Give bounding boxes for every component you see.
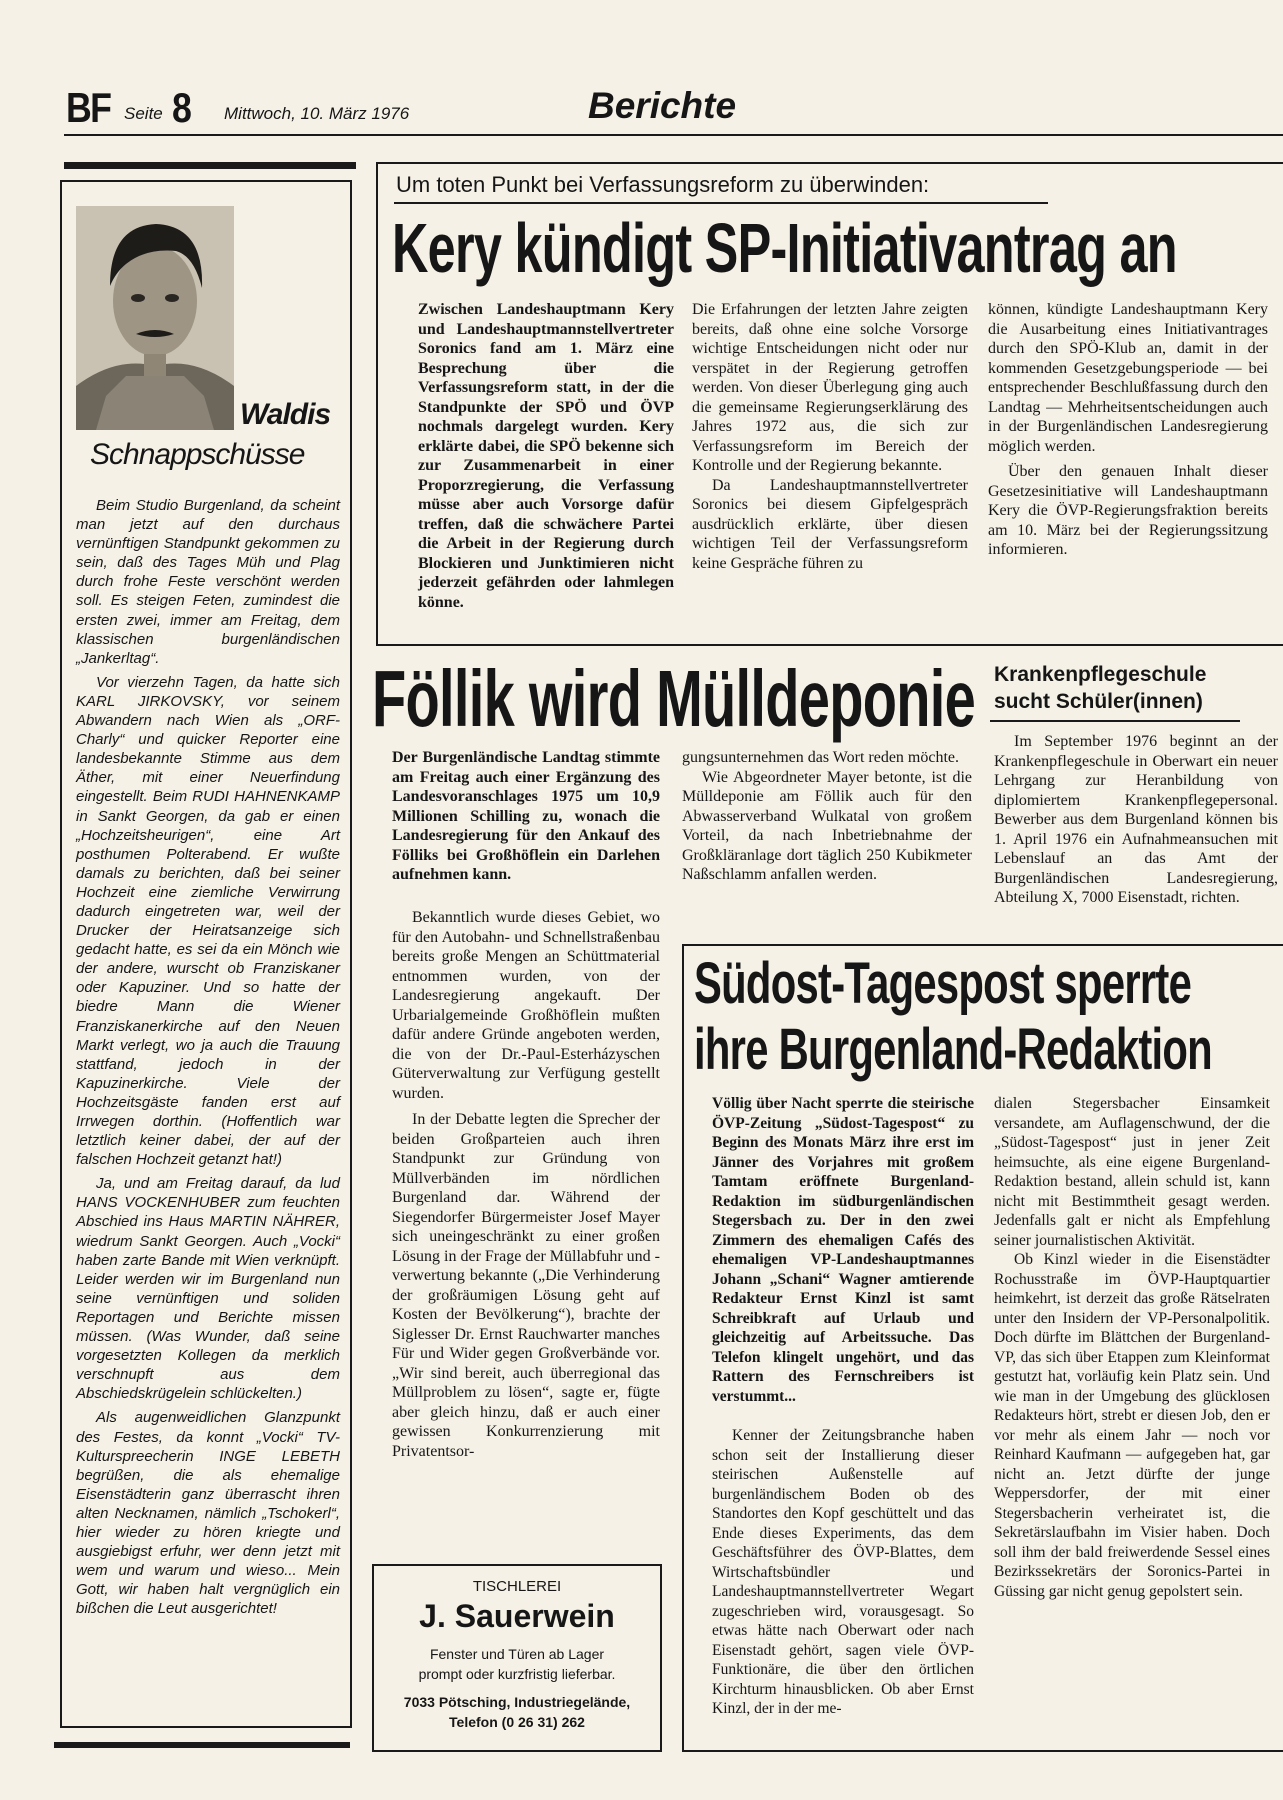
article4-headline-1: Südost-Tagespost sperrte [694,951,1192,1016]
page-label: Seite [124,104,163,123]
article4-col1 [712,1426,974,1719]
article4-lead: Völlig über Nacht sperrte die steirische ÖVP-Zeitung „Südost-Tagespost“ zu Beginn des Monats März ihre erst im Jänner des Vorjahres mit großem Tamtam eröffnete Burgenland-Redaktion im südburgenländischen Stegersbach zu. Der in den zwei Zimmern des ehemaligen Cafés des ehemaligen VP-Landeshauptmannes Johann „Schani“ Wagner amtierende Redakteur Ernst Kinzl ist samt Schreibkraft auf Urlaub und gleichzeitig auf Arbeitssuche. Das Telefon klingelt ungehört, und das Rattern des Fernschreibers ist verstummt... [712,1095,974,1405]
column-title-2: Schnappschüsse [90,438,305,471]
column-title-1: Waldis [240,398,331,431]
article4-paragraph: dialen Stegersbacher Einsamkeit versandete, am Auflagenschwund, der die „Südost-Tagespost“ just in jener Zeit heimsuchte, als eine eigene Burgenland-Redaktion bestand, allein schuld ist, kann nicht mit Bestimmtheit gesagt werden. Jedenfalls galt er nicht als Empfehlung seiner journalistischen Aktivität. [994,1095,1270,1249]
article1-kicker: Um toten Punkt bei Verfassungsreform zu überwinden: [396,172,930,197]
issue-date: Mittwoch, 10. März 1976 [224,104,410,123]
article1-paragraph: Über den genauen Inhalt dieser Gesetzesinitiative will Landeshauptmann Kery die ÖVP-Regierungsfraktion bereits am 10. März bei der Regierungssitzung informieren. [988,463,1268,558]
article2-col1 [392,908,660,1461]
article4-paragraph: Kenner der Zeitungsbranche haben schon seit der Installierung dieser steirischen Außenstelle auf burgenländischem Boden ob des Standortes den Kopf geschüttelt und das Ende dieses Experiments, das dem Geschäftsführer des ÖVP-Blattes, dem Wirtschaftsbündler und Landeshauptmannstellvertreter Wegart zugeschrieben wird, vorausgesagt. So etwas hätte nach Oberwart oder nach Eisenstadt gehört, sagen viele ÖVP-Funktionäre, die über den örtlichen Kirchturm hinausblicken. Ob aber Ernst Kinzl, der in der me- [712,1427,974,1717]
advert-line1: TISCHLEREI [472,1578,562,1595]
portrait-icon [76,206,234,430]
article4-headline-2: ihre Burgenland-Redaktion [694,1017,1212,1082]
article2-paragraph: Wie Abgeordneter Mayer betonte, ist die Mülldeponie am Föllik auch für den Abwasserverband Wulkatal von großem Vorteil, da nach Inbetriebnahme der Großkläranlage dort täglich 250 Kubikmeter Naßschlamm anfallen werden. [682,768,972,883]
column-body [76,496,340,1618]
article2-col2 [682,748,972,885]
newspaper-logo: BF [66,84,111,131]
column-paragraph: Vor vierzehn Tagen, da hatte sich KARL JIRKOVSKY, vor seinem Abwandern nach Wien als „ORF-Charly“ und quicker Reporter eine landesbekannte Stimme aus dem Äther, mit einer Neuerfindung eingestellt. Beim RUDI HAHNENKAMP in Sankt Georgen, da gab er einen „Hochzeitsheurigen“, eine Art posthumen Polterabend. Er wußte damals zu berichten, daß bei seiner Hochzeit eine ziemliche Verwirrung dadurch eingetreten war, weil der Drucker der Heiratsanzeige sich gedacht hatte, es sei da ein Mönch wie der andere, wurscht ob Franziskaner oder Kapuziner. Und so hatte der biedre Mann die Wiener Franziskanerkirche auf den Neuen Markt verlegt, wo ja auch die Trauung stattfand, jedoch in der Kapuzinerkirche. Viele der Hochzeitsgäste fanden erst auf Irrwegen dorthin. (Hoffentlich war letztlich keiner dabei, der auf der falschen Hochzeit getanzt hat!) [76,673,340,1169]
article1-col2 [692,300,968,573]
page-number: 8 [172,84,192,131]
article2-paragraph: gungsunternehmen das Wort reden möchte. [682,749,960,766]
article2-lead: Der Burgenländische Landtag stimmte am Freitag auch einer Ergänzung des Landesvoranschlages 1975 um 10,9 Millionen Schilling zu, wonach die Landesregierung für den Ankauf des Fölliks bei Großhöflein ein Darlehen aufnehmen kann. [392,749,660,883]
column-paragraph: Ja, und am Freitag darauf, da lud HANS VOCKENHUBER zum feuchten Abschied ins Haus MARTIN NÄHRER, wiedrum Sankt Georgen. Auch „Vocki“ haben zarte Bande mit Wien verknüpft. Leider werden wir im Burgenland nun seine vernünftigen und soliden Reportagen und Berichte missen müssen. (Was Wunder, daß seine vorgesetzten Kollegen da merklich verschnupft aus dem Abschiedskrügelein schlückelten.) [76,1175,340,1403]
article3-rule [990,720,1240,722]
article4-col2 [994,1094,1270,1601]
header-rule [64,134,1283,136]
article3-paragraph: Im September 1976 beginnt an der Krankenpflegeschule in Oberwart ein neuer Lehrgang zur Heranbildung von diplomiertem Krankenpflegepersonal. Bewerber aus dem Burgenland können bis 1. April 1976 ein Aufnahmeansuchen mit Lebenslauf an das Amt der Burgenländischen Landesregierung, Abteilung X, 7000 Eisenstadt, richten. [994,733,1278,906]
advert-line4: 7033 Pötsching, Industriegelände, [403,1694,631,1710]
article1-col3 [988,300,1268,560]
article4-paragraph: Ob Kinzl wieder in die Eisenstädter Rochusstraße im ÖVP-Hauptquartier heimkehrt, ist derzeit das große Rätselraten unter den Insidern der VP-Personalpolitik. Doch dürfte im Blättchen der Burgenland-VP, das sich über Etappen zum Kleinformat gestutzt hat, vorläufig kein Platz sein. Und wie man in der Umgebung des glücklosen Redakteurs hört, strebt er diesen Job, den er vor mehr als einem Jahr — noch vor Reinhard Kaufmann — aufgegeben hat, gar nicht an. Jetzt dürfte der junge Weppersdorfer, der mit einer Stegersbacherin verheiratet ist, die Sekretärslaufbahn im Visier haben. Doch soll ihm der bald freiwerdende Sessel eines Bezirkssekretärs der Soronics-Partei in Güssing gar nicht genug gepolstert sein. [994,1251,1270,1600]
section-title: Berichte [588,85,737,126]
advert-line5: Telefon (0 26 31) 262 [449,1714,585,1730]
advert-line3: prompt oder kurzfristig lieferbar. [418,1666,616,1682]
author-photo [76,206,234,430]
article2-paragraph: In der Debatte legten die Sprecher der beiden Großparteien auch ihren Standpunkt zur Gründung von Müllverbänden im nördlichen Burgenland dar. Während der Siegendorfer Bürgermeister Josef Mayer sich uneingeschränkt zu einer großen Lösung in der Frage der Müllabfuhr und -verwertung bekannte („Die Verhinderung der großräumigen Lösung geht auf Kosten der Bevölkerung“), brachte der Siglesser Dr. Ernst Rauchwarter manches Für und Wider gegen Großverbände vor. „Wir sind bereit, auch überregional das Müllproblem zu lösen“, sagte er, fügte aber gleich hinzu, daß er auch einer gewissen Konkurrenzierung mit Privatentsor- [392,1111,660,1460]
article1-paragraph: Die Erfahrungen der letzten Jahre zeigten bereits, daß ohne eine solche Vorsorge wichtige Entscheidungen nicht oder nur verspätet in der Regierung getroffen werden. Von dieser Überlegung ging auch die gemeinsame Regierungserklärung des Jahres 1972 aus, die sich zur Verfassungsreform im Bereich der Kontrolle und der Regierung bekannte. [692,301,968,474]
column-paragraph: Als augenweidlichen Glanzpunkt des Festes, da konnt „Vocki“ TV-Kulturspreecherin INGE LEBETH begrüßen, die als ehemalige Eisenstädterin ganz überrascht ihren alten Necknamen, nämlich „Tschokerl“, hier wieder zu hören kriegte und ausgiebigst erfuhr, wer denn jetzt mit wem und warum und wieso... Mein Gott, wir haben halt vergnüglich ein bißchen die Leut ausgerichtet! [76,1409,340,1618]
article2-paragraph: Bekanntlich wurde dieses Gebiet, wo für den Autobahn- und Schnellstraßenbau bereits große Mengen an Schüttmaterial entnommen wurden, von der Landesregierung angekauft. Der Urbarialgemeinde Großhöflein mußten dafür andere Gründe angeboten werden, die von der Dr.-Paul-Esterházyschen Güterverwaltung zur Verfügung gestellt wurden. [392,909,660,1102]
column-paragraph: Beim Studio Burgenland, da scheint man jetzt auf den durchaus vernünftigen Standpunkt gekommen zu sein, daß des Tages Müh und Plag durch frohe Feste verschönt werden soll. Es steigen Feten, zumindest die ersten zwei, immer am Freitag, dem klassischen burgenländischen „Jankerltag“. [76,497,340,667]
article1-paragraph: Da Landeshauptmannstellvertreter Soronics bei diesem Gipfelgespräch ausdrücklich erklärte, über diesen wichtigen Teil der Verfassungsreform keine Gespräche führen zu [692,476,968,572]
article1-paragraph: können, kündigte Landeshauptmann Kery die Ausarbeitung eines Initiativantrages durch den SPÖ-Klub an, damit in der kommenden Gesetzgebungsperiode — bei entsprechender Beschlußfassung durch den Landtag — Mehrheitsentscheidungen auch in der Burgenländischen Landesregierung möglich werden. [988,301,1268,455]
article1-headline: Kery kündigt SP-Initiativantrag an [392,209,1177,287]
article1-kicker-rule [394,202,1048,204]
article3-body [994,732,1278,908]
advert-line2: Fenster und Türen ab Lager [429,1646,605,1662]
article3-headline-1: Krankenpflegeschule [994,663,1207,686]
article1-lead: Zwischen Landeshauptmann Kery und Landeshauptmannstellvertreter Soronics fand am 1. März eine Besprechung über die Verfassungsreform statt, in der die Standpunkte der SPÖ und ÖVP nochmals dargelegt wurden. Kery erklärte dabei, die SPÖ bekenne sich zur Zusammenarbeit in einer Proporzregierung, die Verfassung müsse aber auch Vorsorge dafür treffen, daß die schwächere Partei die Arbeit in der Regierung durch Blockieren und Junktimieren nicht jederzeit gefährden oder lahmlegen könne. [418,301,674,611]
article3-headline-2: sucht Schüler(innen) [994,690,1203,713]
column-top-bar [64,162,356,169]
advert-name: J. Sauerwein [419,1598,615,1634]
article2-headline: Föllik wird Mülldeponie [372,654,976,743]
column-bottom-bar [54,1742,350,1748]
